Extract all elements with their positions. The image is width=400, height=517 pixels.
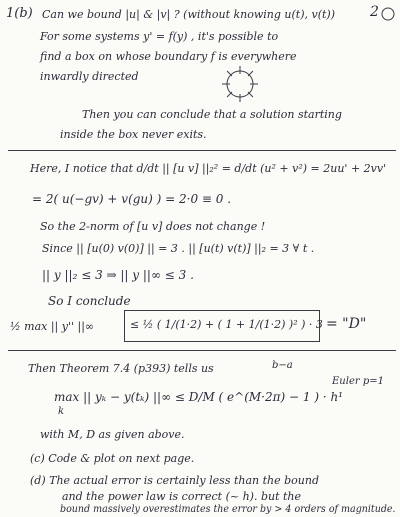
derivation-line-4: Since || [u(0) v(0)] || = 3 . || [u(t) v(t)] ||₂ = 3 ∀ t .	[42, 242, 315, 255]
part-b-line-3: find a box on whose boundary f is everywhere	[40, 50, 297, 63]
part-b-line-2: For some systems y' = f(y) , it's possible to	[40, 30, 279, 43]
derivation-line-6: So I conclude	[48, 294, 131, 308]
part-c: (c) Code & plot on next page.	[30, 452, 195, 465]
part-b-line-4: inwardly directed	[40, 70, 139, 83]
section-divider-1	[8, 150, 396, 151]
page-number-circle	[380, 5, 400, 25]
theorem-line-1: Then Theorem 7.4 (p393) tells us	[28, 362, 214, 375]
theorem-line-3: with M, D as given above.	[40, 428, 185, 441]
page-number: 2	[370, 4, 379, 20]
b-minus-a-annotation: b−a	[272, 360, 293, 371]
part-d-line-3: bound massively overestimates the error by > 4 orders of magnitude.	[60, 504, 396, 515]
derivation-line-3: So the 2-norm of [u v] does not change !	[40, 220, 266, 233]
max-subscript: k	[58, 406, 65, 417]
euler-note: Euler p=1	[332, 376, 384, 387]
inward-box-sketch	[220, 64, 260, 104]
derivation-line-5: || y ||₂ ≤ 3 ⇒ || y ||∞ ≤ 3 .	[42, 268, 194, 282]
part-d-line-2: and the power law is correct (~ h). but the	[62, 490, 302, 503]
section-divider-2	[8, 350, 396, 351]
derivation-line-1: Here, I notice that d/dt || [u v] ||₂² = d/dt (u² + v²) = 2uu' + 2vv'	[30, 162, 387, 175]
theorem-formula: max || yₖ − y(tₖ) ||∞ ≤ D/M ( e^(M·2π) − 1 ) · h¹	[54, 390, 343, 404]
bound-middle: ≤ ½ ( 1/(1·2) + ( 1 + 1/(1·2) )² ) · 3	[130, 318, 323, 331]
part-d-line-1: (d) The actual error is certainly less than the bound	[30, 474, 319, 487]
bound-left: ½ max || y'' ||∞	[10, 320, 95, 333]
part-b-label: 1(b)	[6, 6, 33, 21]
part-b-question: Can we bound |u| & |v| ? (without knowing u(t), v(t))	[42, 8, 336, 21]
part-b-conclusion-2: inside the box never exits.	[60, 128, 207, 141]
part-b-conclusion-1: Then you can conclude that a solution starting	[82, 108, 342, 121]
derivation-line-2: = 2( u(−gv) + v(gu) ) = 2·0 ≡ 0 .	[32, 192, 232, 206]
bound-right: = "D"	[326, 316, 367, 332]
